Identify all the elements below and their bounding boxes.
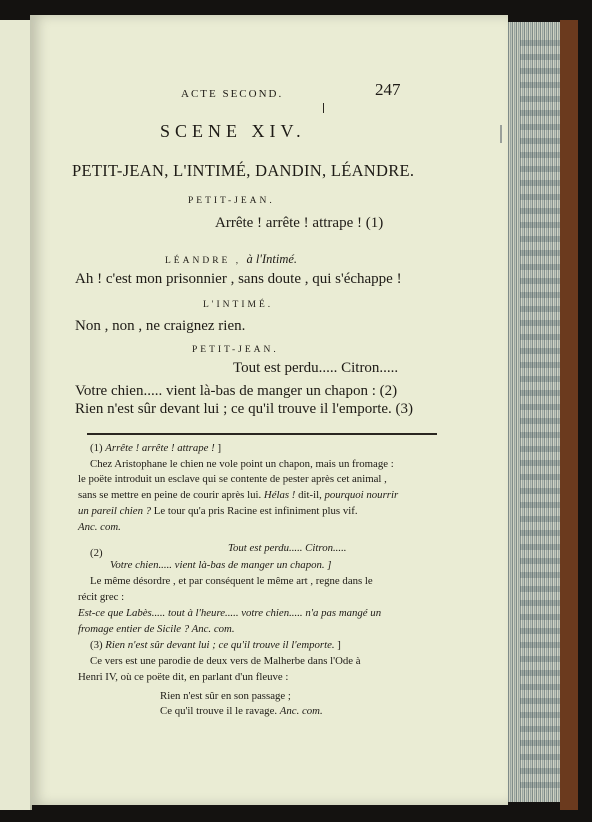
page-edges-marbling	[520, 40, 562, 790]
footnote-line: Henri IV, où ce poëte dit, en parlant d'un fleuve :	[78, 671, 289, 683]
speaker-name: PETIT-JEAN.	[192, 345, 279, 355]
speaker-name: LÉANDRE , à l'Intimé.	[165, 252, 298, 266]
footnote-quote: Votre chien..... vient là-bas de manger un chapon. ]	[110, 559, 332, 571]
speaker-name: L'INTIMÉ.	[203, 300, 274, 310]
footnote-line: un pareil chien ? Le tour qu'a pris Racine est infiniment plus vif.	[78, 505, 358, 517]
footnote-source: Anc. com.	[78, 521, 121, 533]
footnote-line: récit grec :	[78, 591, 125, 603]
character-list: PETIT-JEAN, L'INTIMÉ, DANDIN, LÉANDRE.	[72, 161, 415, 180]
stage-direction: à l'Intimé.	[246, 252, 298, 266]
footnote-line: le poëte introduit un esclave qui se contente de pester après cet animal ,	[78, 473, 387, 485]
footnote-line: fromage entier de Sicile ? Anc. com.	[78, 623, 235, 635]
page-number: 247	[375, 80, 401, 99]
footnote-line: Le même désordre , et par conséquent le même art , regne dans le	[90, 575, 373, 587]
book-binding	[560, 20, 578, 810]
verse-line: Arrête ! arrête ! attrape ! (1)	[215, 215, 384, 231]
footnote-line: Est-ce que Labès..... tout à l'heure..... votre chien..... n'a pas mangé un	[78, 607, 382, 619]
speaker-name: PETIT-JEAN.	[188, 196, 275, 206]
scene-heading: SCENE XIV.	[160, 121, 306, 141]
ink-speck	[323, 103, 324, 113]
running-title: ACTE SECOND.	[181, 88, 284, 100]
footnote-verse: Rien n'est sûr en son passage ;	[160, 690, 291, 702]
verse-line: Votre chien..... vient là-bas de manger un chapon : (2)	[75, 383, 398, 399]
verse-line: Non , non , ne craignez rien.	[75, 318, 246, 334]
left-page-edge	[0, 20, 32, 810]
footnote-line: Chez Aristophane le chien ne vole point un chapon, mais un fromage :	[90, 458, 394, 470]
footnote-2-num: (2)	[90, 547, 103, 559]
footnote-1-head: (1) Arrête ! arrête ! attrape ! ]	[90, 442, 222, 454]
footnote-3-head: (3) Rien n'est sûr devant lui ; ce qu'il trouve il l'emporte. ]	[90, 639, 341, 651]
verse-line: Ah ! c'est mon prisonnier , sans doute , qui s'échappe !	[75, 271, 402, 287]
footnote-line: Ce vers est une parodie de deux vers de Malherbe dans l'Ode à	[90, 655, 361, 667]
footnote-quote: Tout est perdu..... Citron.....	[228, 542, 347, 554]
footnote-rule	[87, 433, 437, 435]
page-shadow-mark	[500, 125, 502, 143]
footnote-verse: Ce qu'il trouve il le ravage. Anc. com.	[160, 705, 323, 717]
footnote-line: sans se mettre en peine de courir après lui. Hélas ! dit-il, pourquoi nourrir	[78, 489, 399, 501]
verse-line: Rien n'est sûr devant lui ; ce qu'il trouve il l'emporte. (3)	[75, 401, 414, 417]
verse-line: Tout est perdu..... Citron.....	[233, 360, 399, 376]
book-page	[30, 15, 508, 805]
